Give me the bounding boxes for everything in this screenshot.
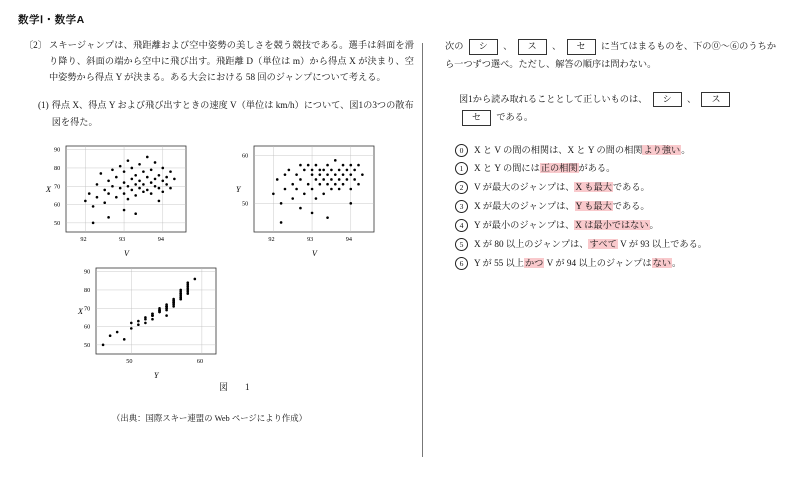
choice-text-part: 。 xyxy=(672,257,682,268)
choice-text-part: Y が 55 以上 xyxy=(474,257,524,268)
choice-number: 6 xyxy=(455,257,468,270)
choice-number: 1 xyxy=(455,162,468,175)
svg-text:50: 50 xyxy=(54,220,61,228)
choice-text-part: V が最大のジャンプは、 xyxy=(474,182,575,193)
choice-text-part: V が 94 以上のジャンプは xyxy=(544,257,652,268)
source-note: （出典：国際スキー連盟の Web ページにより作成） xyxy=(112,414,308,424)
choice-text-part: X が最大のジャンプは、 xyxy=(474,201,575,212)
svg-text:60: 60 xyxy=(84,323,91,331)
choice-option[interactable] xyxy=(455,216,786,235)
sub-question-block xyxy=(24,97,414,130)
sub-question-text: 得点 X、得点 Y および飛び出すときの速度 V（単位は km/h）について、図1の3つの散布図を得た。 xyxy=(51,100,414,127)
right-column xyxy=(437,37,786,487)
answer-blank-su[interactable]: ス xyxy=(518,39,547,55)
scatter-chart-x-vs-y xyxy=(62,262,230,382)
page-title: 数学Ⅰ・数学A xyxy=(18,14,85,26)
choice-highlight: かつ xyxy=(524,257,544,268)
statement-prefix: 図1から読み取れることとして正しいものは、 xyxy=(459,93,648,104)
choice-text-part: X と V の間の相関は、X と Y の間の相関 xyxy=(474,144,643,155)
choice-text-part: 。 xyxy=(681,144,691,155)
choice-text-part: X が 80 以上のジャンプは、 xyxy=(474,238,589,249)
svg-text:93: 93 xyxy=(119,236,126,244)
two-column-layout xyxy=(14,37,786,487)
svg-text:50: 50 xyxy=(84,342,91,350)
svg-text:92: 92 xyxy=(80,236,87,244)
svg-text:50: 50 xyxy=(126,358,133,366)
column-divider xyxy=(422,43,423,457)
choice-text-part: Y が最小のジャンプは、 xyxy=(474,220,575,231)
svg-text:60: 60 xyxy=(242,152,249,160)
choice-text-part: 。 xyxy=(649,220,659,231)
svg-text:93: 93 xyxy=(307,236,314,244)
svg-text:60: 60 xyxy=(54,201,61,209)
figure-caption: 図 1 xyxy=(219,382,254,393)
choice-highlight: X も最大 xyxy=(575,182,612,193)
choice-text xyxy=(474,141,690,160)
statement-blank-su[interactable]: ス xyxy=(701,92,730,108)
choice-option[interactable] xyxy=(455,159,786,178)
choice-number: 4 xyxy=(455,219,468,232)
question-text: スキージャンプは、飛距離および空中姿勢の美しさを競う競技である。選手は斜面を滑り降り、斜面の端から空中に飛び出す。飛距離 D（単位は m）から得点 X が決まり、空中姿勢から得点 Y が決まる。ある大会における 58 回のジャンプについて考える。 xyxy=(48,40,414,83)
choice-number: 2 xyxy=(455,181,468,194)
svg-text:X: X xyxy=(78,307,83,317)
instruction-sep-2: 、 xyxy=(552,41,562,51)
choice-highlight: Y も最大 xyxy=(575,201,612,212)
answer-instruction xyxy=(445,37,786,74)
choice-text-part: X と Y の間には xyxy=(474,163,540,174)
choice-option[interactable] xyxy=(455,254,786,273)
scatter-svg-2 xyxy=(220,140,388,260)
choice-highlight: X は最小ではない xyxy=(575,220,649,231)
scatter-svg-1 xyxy=(32,140,200,260)
svg-text:70: 70 xyxy=(84,305,91,313)
choice-list xyxy=(445,141,786,273)
question-number: 〔2〕 xyxy=(24,40,47,50)
choice-option[interactable] xyxy=(455,141,786,160)
scatter-chart-x-vs-v xyxy=(32,140,200,260)
svg-text:V: V xyxy=(124,249,129,259)
statement-sep: 、 xyxy=(686,93,697,104)
choice-option[interactable] xyxy=(455,197,786,216)
svg-text:90: 90 xyxy=(84,269,91,277)
question-block xyxy=(24,37,414,85)
choice-highlight: 正の相関 xyxy=(540,163,578,174)
svg-text:V: V xyxy=(312,249,317,259)
statement-blank-shi[interactable]: シ xyxy=(653,92,682,108)
choice-number: 0 xyxy=(455,144,468,157)
choice-text-part: である。 xyxy=(612,201,650,212)
instruction-suffix: に当てはまるものを、下の⓪～⑥のうちから一つずつ選べ。ただし、解答の順序は問わない。 xyxy=(445,41,777,70)
figure-scatter-plots xyxy=(24,140,414,424)
answer-blank-shi[interactable]: シ xyxy=(469,39,498,55)
choice-text xyxy=(474,216,659,235)
choice-option[interactable] xyxy=(455,178,786,197)
choice-text-part: V が 93 以上である。 xyxy=(617,238,707,249)
choice-text xyxy=(474,254,681,273)
svg-text:80: 80 xyxy=(84,287,91,295)
scatter-chart-y-vs-v xyxy=(220,140,388,260)
choice-text-part: がある。 xyxy=(578,163,616,174)
choice-text xyxy=(474,159,615,178)
statement-suffix: である。 xyxy=(496,112,534,123)
svg-text:Y: Y xyxy=(236,185,241,195)
choice-text-part: である。 xyxy=(612,182,650,193)
svg-text:70: 70 xyxy=(54,183,61,191)
left-column xyxy=(14,37,414,487)
sub-question-marker: (1) xyxy=(38,100,49,111)
instruction-prefix: 次の xyxy=(445,41,464,51)
scatter-svg-3 xyxy=(62,262,230,382)
svg-text:94: 94 xyxy=(345,236,352,244)
answer-statement xyxy=(445,90,786,127)
choice-number: 5 xyxy=(455,238,468,251)
svg-text:X: X xyxy=(46,185,51,195)
choice-highlight: より強い xyxy=(643,144,681,155)
statement-blank-se[interactable]: セ xyxy=(462,110,491,126)
svg-text:Y: Y xyxy=(154,371,159,381)
instruction-sep-1: 、 xyxy=(503,41,513,51)
choice-highlight: すべて xyxy=(589,238,617,249)
svg-text:90: 90 xyxy=(54,147,61,155)
choice-text xyxy=(474,197,650,216)
choice-number: 3 xyxy=(455,200,468,213)
svg-text:94: 94 xyxy=(157,236,164,244)
svg-text:80: 80 xyxy=(54,165,61,173)
choice-text xyxy=(474,235,707,254)
svg-text:60: 60 xyxy=(196,358,204,366)
choice-text xyxy=(474,178,650,197)
svg-text:50: 50 xyxy=(242,200,249,208)
choice-highlight: ない xyxy=(652,257,672,268)
svg-text:92: 92 xyxy=(268,236,275,244)
answer-blank-se[interactable]: セ xyxy=(567,39,596,55)
choice-option[interactable] xyxy=(455,235,786,254)
